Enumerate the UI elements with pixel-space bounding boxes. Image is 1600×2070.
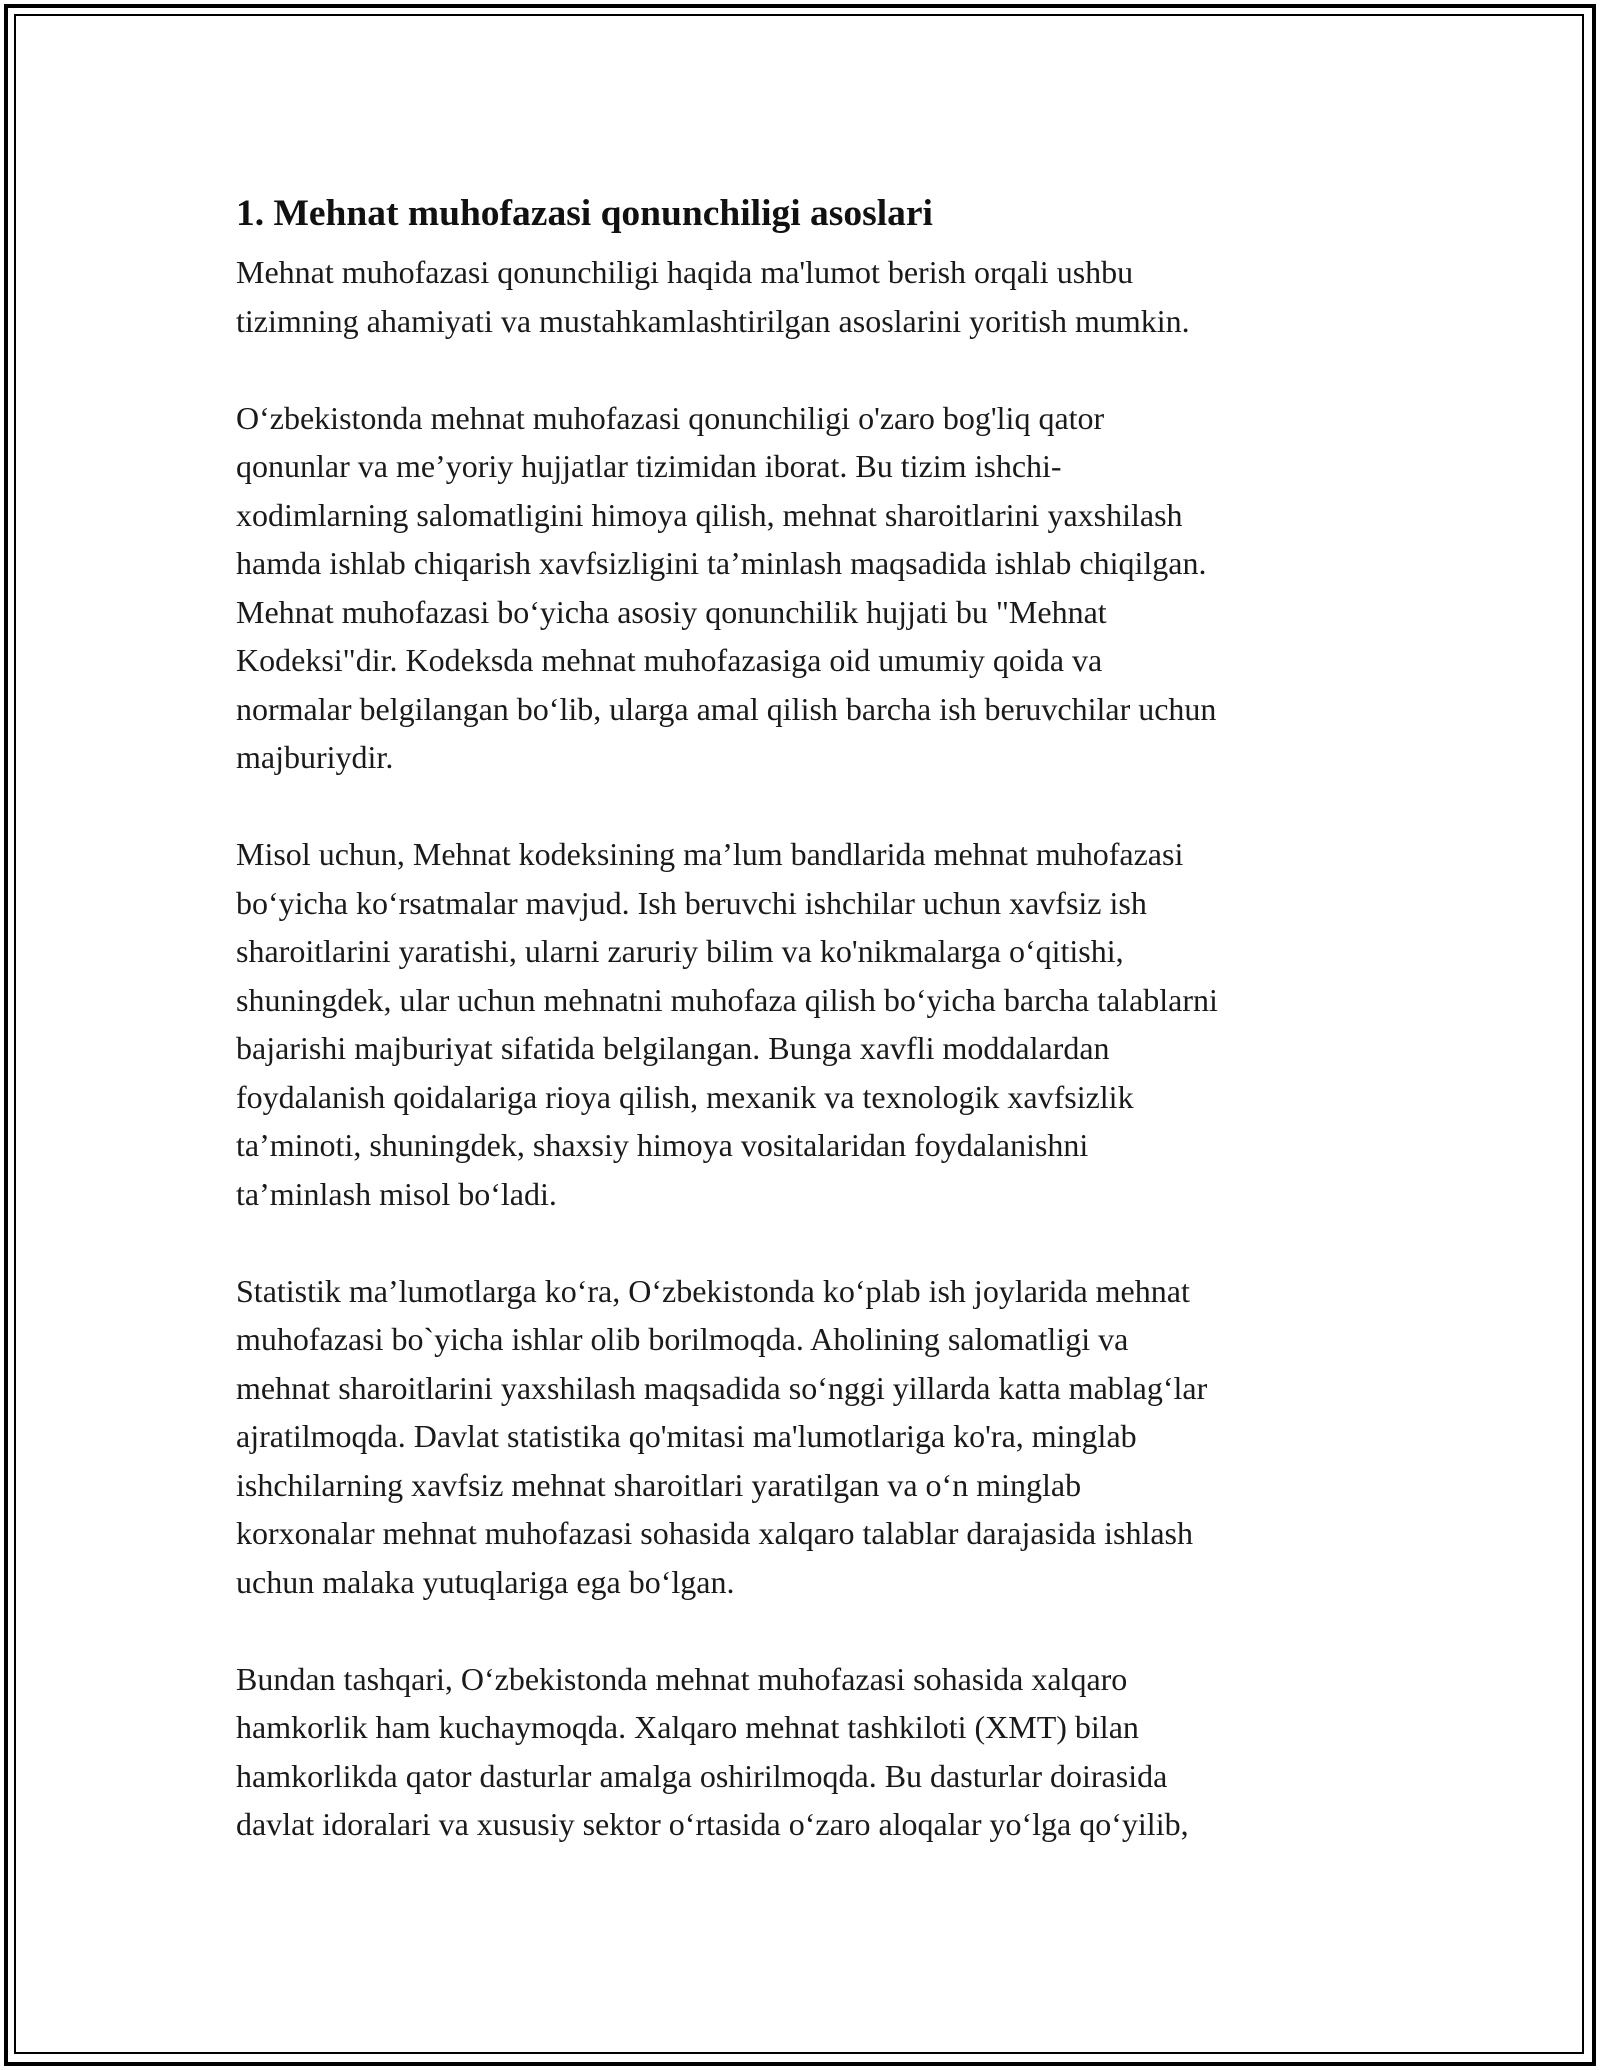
text-line: tizimning ahamiyati va mustahkamlashtirilgan asoslarini yoritish mumkin. [236, 302, 1190, 339]
section-heading: 1. Mehnat muhofazasi qonunchiligi asoslari [236, 193, 933, 234]
text-line: xodimlarning salomatligini himoya qilish, mehnat sharoitlarini yaxshilash [236, 496, 1183, 533]
text-line: ishchilarning xavfsiz mehnat sharoitlari yaratilgan va o‘n minglab [236, 1466, 1082, 1503]
paragraph-cooperation [236, 1655, 1376, 1849]
text-line: ta’minoti, shuningdek, shaxsiy himoya vositalaridan foydalanishni [236, 1127, 1089, 1163]
text-line: Mehnat muhofazasi qonunchiligi haqida ma'lumot berish orqali ushbu [236, 254, 1134, 290]
text-line: davlat idoralari va xususiy sektor o‘rtasida o‘zaro aloqalar yo‘lga qo‘yilib, [236, 1806, 1189, 1842]
text-line: ta’minlash misol bo‘ladi. [236, 1175, 557, 1212]
text-line: korxonalar mehnat muhofazasi sohasida xalqaro talablar darajasida ishlash [236, 1515, 1193, 1551]
paragraph-statistics [236, 1267, 1376, 1607]
text-line: Kodeksi"dir. Kodeksda mehnat muhofazasiga oid umumiy qoida va [236, 642, 1103, 678]
text-line: normalar belgilangan bo‘lib, ularga amal qilish barcha ish beruvchilar uchun [236, 690, 1217, 727]
paragraph-legislation [236, 394, 1376, 782]
text-line: Statistik ma’lumotlarga ko‘ra, O‘zbekistonda ko‘plab ish joylarida mehnat [236, 1272, 1190, 1309]
text-line: foydalanish qoidalariga rioya qilish, mexanik va texnologik xavfsizlik [236, 1078, 1134, 1115]
text-line: hamkorlikda qator dasturlar amalga oshirilmoqda. Bu dasturlar doirasida [236, 1757, 1168, 1794]
text-line: Misol uchun, Mehnat kodeksining ma’lum bandlarida mehnat muhofazasi [236, 836, 1184, 872]
text-line: hamda ishlab chiqarish xavfsizligini ta’minlash maqsadida ishlab chiqilgan. [236, 545, 1207, 581]
text-line: mehnat sharoitlarini yaxshilash maqsadida so‘nggi yillarda katta mablag‘lar [236, 1369, 1208, 1406]
text-line: Mehnat muhofazasi bo‘yicha asosiy qonunchilik hujjati bu "Mehnat [236, 593, 1107, 630]
text-line: bo‘yicha ko‘rsatmalar mavjud. Ish beruvchi ishchilar uchun xavfsiz ish [236, 884, 1147, 921]
text-line: bajarishi majburiyat sifatida belgilangan. Bunga xavfli moddalardan [236, 1030, 1110, 1066]
text-line: hamkorlik ham kuchaymoqda. Xalqaro mehnat tashkiloti (XMT) bilan [236, 1709, 1139, 1745]
text-line: majburiydir. [236, 739, 394, 775]
text-line: uchun malaka yutuqlariga ega bo‘lgan. [236, 1563, 735, 1600]
text-line: Bundan tashqari, O‘zbekistonda mehnat muhofazasi sohasida xalqaro [236, 1660, 1128, 1697]
paragraph-intro [236, 248, 1376, 345]
text-line: muhofazasi bo`yicha ishlar olib borilmoqda. Aholining salomatligi va [236, 1321, 1129, 1357]
text-line: shuningdek, ular uchun mehnatni muhofaza qilish bo‘yicha barcha talablarni [236, 981, 1218, 1018]
text-line: ajratilmoqda. Davlat statistika qo'mitasi ma'lumotlariga ko'ra, minglab [236, 1418, 1137, 1454]
text-line: sharoitlarini yaratishi, ularni zaruriy bilim va ko'nikmalarga o‘qitishi, [236, 933, 1124, 969]
document-body [236, 186, 1376, 1897]
paragraph-example [236, 830, 1376, 1218]
text-line: qonunlar va me’yoriy hujjatlar tizimidan iborat. Bu tizim ishchi- [236, 448, 1062, 484]
text-line: O‘zbekistonda mehnat muhofazasi qonunchiligi o'zaro bog'liq qator [236, 399, 1105, 436]
